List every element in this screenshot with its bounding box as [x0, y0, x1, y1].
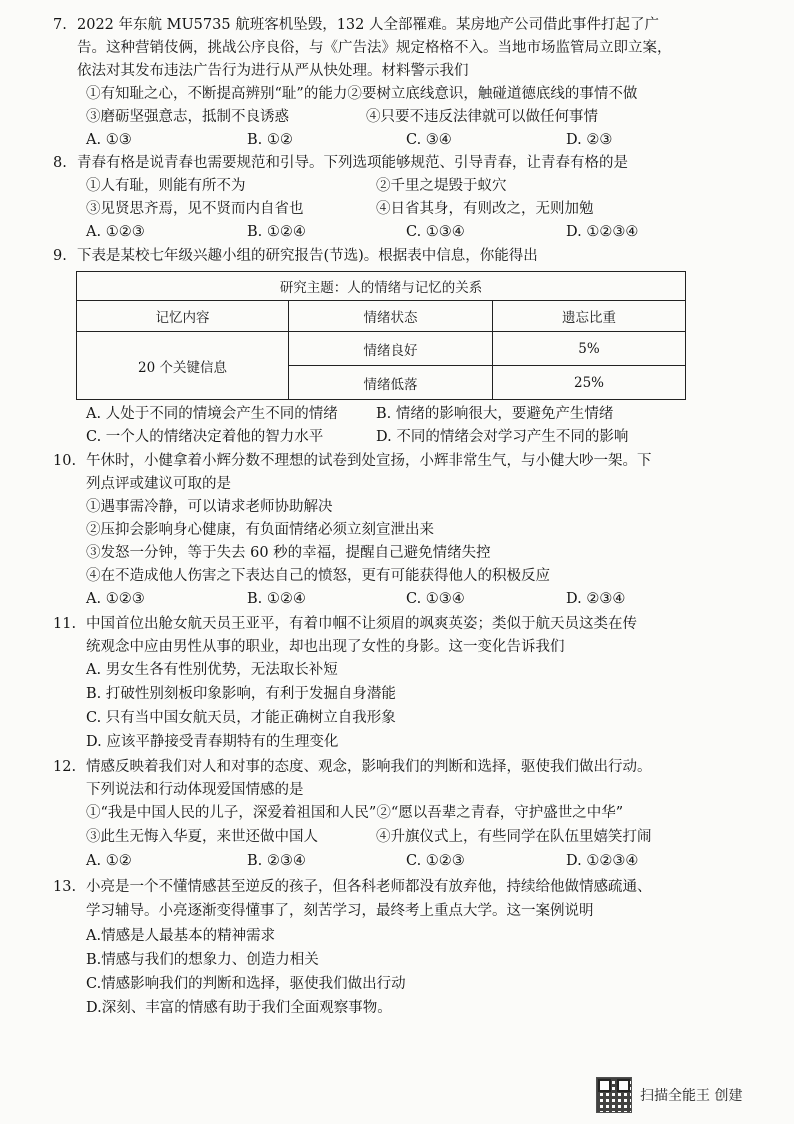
question-text: 情感反映着我们对人和对事的态度、观念，影响我们的判断和选择，驱使我们做出行动。 [86, 759, 652, 775]
option-text: ③此生无悔入华夏，来世还做中国人 [86, 829, 318, 845]
table-cell: 5% [493, 332, 686, 366]
question-text: 下表是某校七年级兴趣小组的研究报告(节选)。根据表中信息，你能得出 [77, 248, 538, 264]
table-cell: 25% [493, 366, 686, 400]
question-text: 下列说法和行动体现爱国情感的是 [86, 782, 304, 798]
option-text: ②千里之堤毁于蚁穴 [376, 178, 507, 194]
research-table [76, 271, 686, 400]
choice-b: B. 打破性别刻板印象影响，有利于发掘自身潜能 [86, 686, 396, 702]
table-cell: 情绪低落 [289, 366, 493, 400]
choice-d: D. ②③④ [566, 591, 626, 607]
question-number: 10. [53, 453, 77, 469]
option-text: ④只要不违反法律就可以做任何事情 [366, 109, 598, 125]
table-header: 遗忘比重 [493, 301, 686, 332]
choice-d: D. 应该平静接受青春期特有的生理变化 [86, 734, 339, 750]
option-text: ③磨砺坚强意志，抵制不良诱惑 [86, 109, 289, 125]
question-text: 告。这种营销伎俩，挑战公序良俗，与《广告法》规定格格不入。当地市场监管局立即立案， [77, 40, 672, 56]
option-text: ④升旗仪式上，有些同学在队伍里嬉笑打闹 [376, 829, 652, 845]
option-text: ③发怒一分钟，等于失去 60 秒的幸福，提醒自己避免情绪失控 [86, 545, 491, 561]
scanner-watermark [596, 1077, 742, 1113]
question-number: 12. [53, 759, 77, 775]
table-row [77, 332, 686, 366]
choice-b: B. 情绪的影响很大，要避免产生情绪 [376, 406, 614, 422]
choice-a: A. 人处于不同的情境会产生不同的情绪 [86, 406, 338, 422]
choice-c: C. 只有当中国女航天员，才能正确树立自我形象 [86, 710, 396, 726]
table-header: 记忆内容 [77, 301, 289, 332]
choice-a: A. 男女生各有性别优势，无法取长补短 [86, 662, 338, 678]
table-title: 研究主题：人的情绪与记忆的关系 [77, 272, 686, 301]
choice-c: C. 一个人的情绪决定着他的智力水平 [86, 429, 324, 445]
question-number: 11. [53, 616, 77, 632]
table-cell: 20 个关键信息 [77, 332, 289, 400]
choice-b: B.情感与我们的想象力、创造力相关 [86, 952, 319, 968]
choice-a: A.情感是人最基本的精神需求 [86, 928, 276, 944]
question-text: 青春有格是说青春也需要规范和引导。下列选项能够规范、引导青春，让青春有格的是 [77, 155, 628, 171]
choice-b: B. ①②④ [247, 224, 306, 240]
option-text: ①遇事需冷静，可以请求老师协助解决 [86, 499, 333, 515]
question-number: 8. [53, 155, 67, 171]
option-text: ①“我是中国人民的儿子，深爱着祖国和人民”②“愿以吾辈之青春，守护盛世之中华” [86, 805, 624, 821]
table-cell: 情绪良好 [289, 332, 493, 366]
choice-b: B. ①② [247, 132, 293, 148]
choice-d: D.深刻、丰富的情感有助于我们全面观察事物。 [86, 1000, 392, 1016]
option-text: ③见贤思齐焉，见不贤而内自省也 [86, 201, 304, 217]
question-text: 学习辅导。小亮逐渐变得懂事了，刻苦学习，最终考上重点大学。这一案例说明 [86, 903, 594, 919]
option-text: ④在不造成他人伤害之下表达自己的愤怒，更有可能获得他人的积极反应 [86, 568, 550, 584]
choice-c: C.情感影响我们的判断和选择，驱使我们做出行动 [86, 976, 406, 992]
option-text: ②压抑会影响身心健康，有负面情绪必须立刻宣泄出来 [86, 522, 434, 538]
brand-label: 扫描全能王 创建 [640, 1088, 743, 1104]
question-text: 统观念中应由男性从事的职业，却也出现了女性的身影。这一变化告诉我们 [86, 639, 565, 655]
choice-d: D. ②③ [566, 132, 613, 148]
table-header: 情绪状态 [289, 301, 493, 332]
choice-c: C. ①②③ [406, 853, 465, 869]
option-text: ①有知耻之心，不断提高辨别“耻”的能力②要树立底线意识，触碰道德底线的事情不做 [86, 86, 638, 102]
choice-b: B. ①②④ [247, 591, 306, 607]
choice-d: D. ①②③④ [566, 853, 639, 869]
option-text: ①人有耻，则能有所不为 [86, 178, 246, 194]
choice-a: A. ①③ [86, 132, 132, 148]
option-text: ④日省其身，有则改之，无则加勉 [376, 201, 594, 217]
question-text: 午休时，小健拿着小辉分数不理想的试卷到处宣扬，小辉非常生气，与小健大吵一架。下 [86, 453, 652, 469]
choice-b: B. ②③④ [247, 853, 306, 869]
choice-a: A. ①② [86, 853, 132, 869]
question-number: 13. [53, 879, 77, 895]
question-number: 7. [53, 17, 67, 33]
question-text: 中国首位出舱女航天员王亚平，有着巾帼不让须眉的飒爽英姿；类似于航天员这类在传 [86, 616, 637, 632]
qr-code-icon [596, 1077, 632, 1113]
question-number: 9. [53, 248, 67, 264]
question-text: 小亮是一个不懂情感甚至逆反的孩子，但各科老师都没有放弃他，持续给他做情感疏通、 [86, 879, 652, 895]
choice-c: C. ③④ [406, 132, 452, 148]
choice-d: D. 不同的情绪会对学习产生不同的影响 [376, 429, 629, 445]
choice-a: A. ①②③ [86, 224, 145, 240]
question-text: 2022 年东航 MU5735 航班客机坠毁，132 人全部罹难。某房地产公司借此事件打起了广 [77, 17, 659, 33]
choice-c: C. ①③④ [406, 224, 465, 240]
choice-d: D. ①②③④ [566, 224, 639, 240]
question-text: 列点评或建议可取的是 [86, 476, 231, 492]
question-text: 依法对其发布违法广告行为进行从严从快处理。材料警示我们 [77, 63, 469, 79]
choice-a: A. ①②③ [86, 591, 145, 607]
choice-c: C. ①③④ [406, 591, 465, 607]
